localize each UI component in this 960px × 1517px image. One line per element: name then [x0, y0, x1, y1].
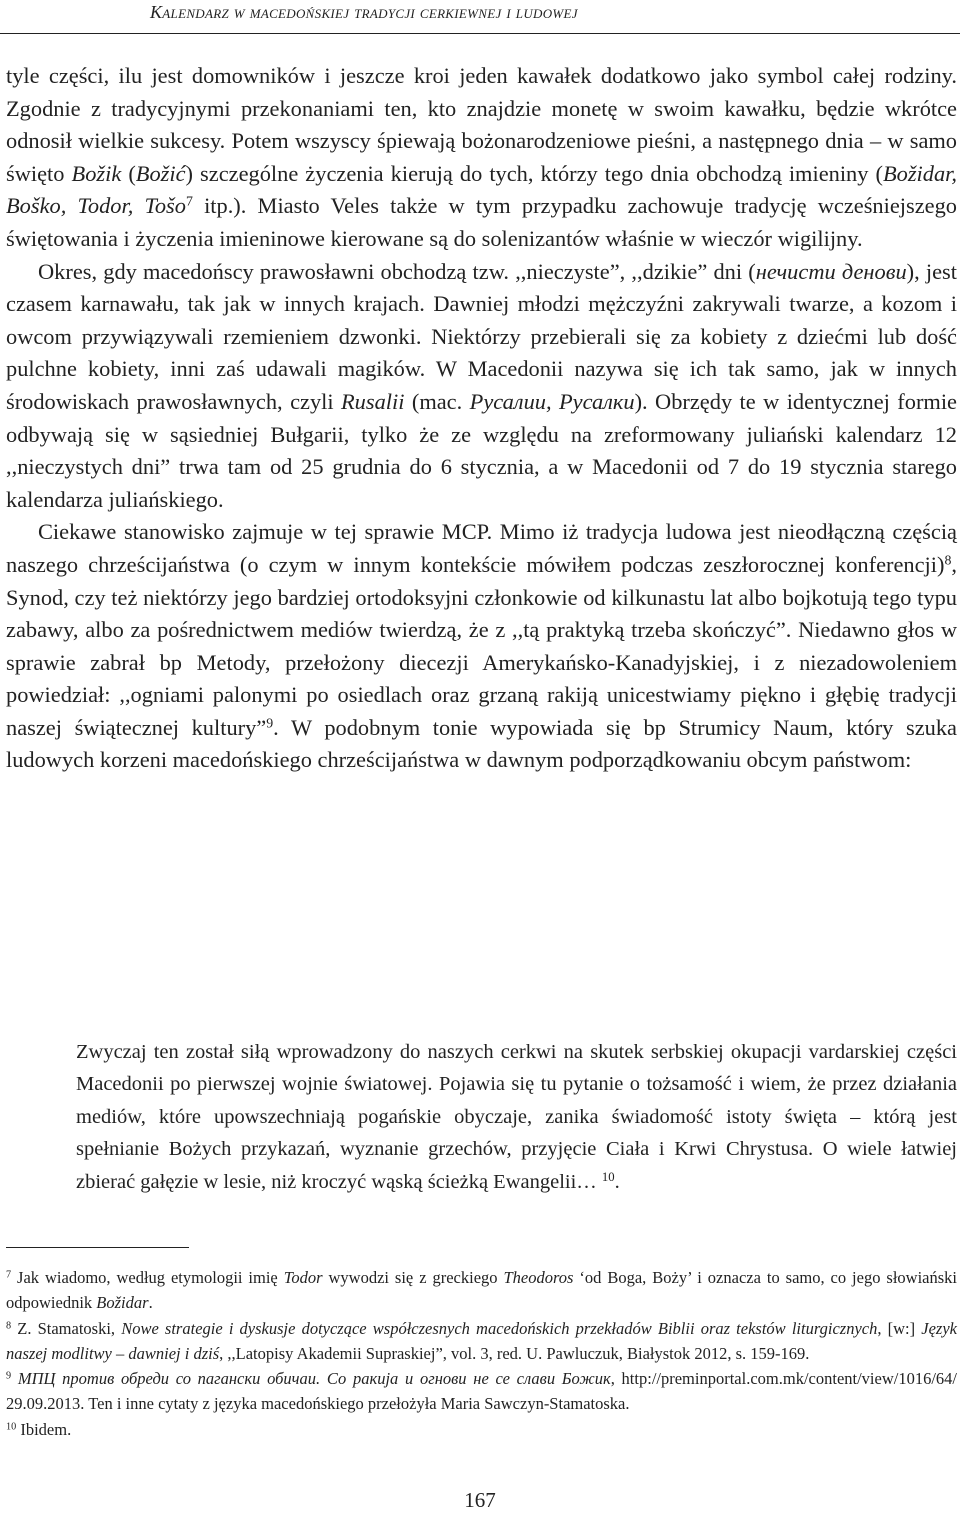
text-run: . W podobnym tonie wypowiada się bp Strumicy Naum, który szuka ludowych korzeni macedońskiego chrześcijaństwa w dawnym podporządkowaniu obcym państwom:	[6, 714, 957, 773]
text-run: Zwyczaj ten został siłą wprowadzony do naszych cerkwi na skutek serbskiej okupacji vardarskiej części Macedonii po pierwszej wojnie światowej. Pojawia się tu pytanie o tożsamość i wiem, że przez działania mediów, które upowszechniają pogańskie obyczaje, zanika świadomość istoty święta – którą jest spełnianie Bożych przykazań, wyznanie grzechów, przyjęcie Ciała i Krwi Chrystusa. O wiele łatwiej zbierać gałęzie w lesie, niż kroczyć wąską ścieżką Ewangelii…	[76, 1041, 957, 1193]
italic-text: Božik	[71, 160, 122, 186]
text-run: , ,,Latopisy Akademii Supraskiej”, vol. 3, red. U. Pawluczuk, Białystok 2012, s. 159-169.	[219, 1343, 810, 1363]
text-run: wywodzi się z greckiego	[322, 1268, 504, 1287]
text-run: ) szczególne życzenia kierują do tych, którzy tego dnia obchodzą imieniny (	[185, 160, 883, 186]
footnote-marker: 9	[6, 1370, 12, 1382]
footnote-marker: 9	[266, 716, 274, 732]
footnote-marker: 10	[6, 1421, 17, 1433]
text-run: ). Obrzędy te w identycznej formie odbywają się w sąsiedniej Bułgarii, tylko że ze względu na zreformowany juliański kalendarz 12 ,,nieczystych dni” trwa tam od 25 grudnia do 6 stycznia, a w Macedonii od 7 do 19 stycznia starego kalendarza juliańskiego.	[6, 388, 957, 512]
paragraph-3	[6, 516, 957, 777]
italic-text: Język naszej modlitwy – dawniej i dziś	[6, 1318, 957, 1363]
italic-text: Theodoros	[503, 1268, 574, 1287]
footnote-marker: 8	[6, 1319, 12, 1331]
italic-text: Božidar, Boško, Todor, Tošo	[6, 160, 957, 219]
main-text	[6, 60, 957, 777]
running-header-title: Kalendarz w macedońskiej tradycji cerkiewnej i ludowej	[150, 2, 578, 22]
footnote-7	[6, 1265, 957, 1316]
text-run: ‘od Boga, Boży’ i oznacza to samo, co jego słowiański odpowiednik	[6, 1268, 957, 1313]
footnote-9	[6, 1366, 957, 1417]
footnote-marker: 8	[944, 553, 952, 569]
text-run: .	[614, 1170, 620, 1193]
italic-text: Русалии, Русалки	[469, 388, 635, 414]
text-run: .	[148, 1293, 153, 1313]
text-run: (mac.	[404, 388, 470, 414]
italic-text: Božić	[135, 160, 186, 186]
text-run: , http://preminportal.com.mk/content/view/1016/64/ 29.09.2013. Ten i inne cytaty z języka macedońskiego przełożyła Maria Sawczyn-Stamatoska.	[6, 1369, 958, 1414]
footnote-10	[6, 1417, 957, 1442]
text-run: (	[121, 160, 136, 186]
running-header	[0, 0, 960, 34]
text-run: , Synod, czy też niektórzy jego bardziej ortodoksyjni członkowie od kilkunastu lat albo bojkotują tego typu zabawy, albo za pośrednictwem mediów twierdzą, że z ,,tą praktyką trzeba skończyć”. Niedawno głos w sprawie zabrał bp Metody, przełożony diecezji Amerykańsko-Kanadyjskiej, i z niezadowoleniem powiedział: ,,ogniami palonymi po osiedlach oraz grzaną rakiją unicestwiamy piękno i głębię tradycji naszej świątecznej kultury”	[6, 551, 957, 740]
block-quote	[76, 1036, 957, 1198]
text-run: Jak wiadomo, według etymologii imię	[11, 1268, 284, 1287]
text-run: , [w:]	[877, 1318, 922, 1338]
footnote-marker: 7	[6, 1269, 12, 1281]
footnote-marker: 10	[601, 1169, 615, 1184]
paragraph-1	[6, 60, 957, 256]
footnote-marker: 7	[185, 194, 193, 210]
text-run: Z. Stamatoski,	[11, 1318, 122, 1338]
page-number: 167	[464, 1488, 496, 1512]
text-run: Okres, gdy macedońscy prawosławni obchodzą tzw. ,,nieczyste”, ,,dzikie” dni (	[38, 258, 756, 284]
text-run	[11, 1369, 18, 1388]
header-rule	[0, 33, 960, 34]
text-run: itp.). Miasto Veles także w tym przypadku zachowuje tradycję wcześniejszego świętowania i życzenia imieninowe kierowane są do solenizantów właśnie w wieczór wigilijny.	[6, 193, 957, 251]
text-run: tyle części, ilu jest domowników i jeszcze kroi jeden kawałek dodatkowo jako symbol całej rodziny. Zgodnie z tradycyjnymi przekonaniami ten, kto znajdzie monetę w swoim kawałku, będzie wkrótce odnosił wielkie sukcesy. Potem wszyscy śpiewają bożonarodzeniowe pieśni, a następnego dnia – w samo święto	[6, 63, 957, 186]
block-quote-text	[76, 1036, 957, 1198]
italic-text: Božidar	[96, 1293, 149, 1313]
footnote-8	[6, 1316, 957, 1367]
italic-text: Rusalii	[341, 388, 405, 414]
text-run: Ibidem.	[16, 1419, 72, 1439]
text-run: ), jest czasem karnawału, tak jak w innych krajach. Dawniej młodzi mężczyźni zakrywali twarze, a kozom i owcom przywiązywali rzemieniem dzwonki. Niektórzy przebierali się za kobiety z dziećmi lub dość pulchne kobiety, inni zaś udawali magików. W Macedonii nazywa się ich tak samo, jak w innych środowiskach prawosławnych, czyli	[6, 258, 957, 414]
footnotes	[6, 1265, 957, 1442]
italic-text: МПЦ против обреди со пагански обичаи. Со ракија и огнови не се слави Божик	[17, 1369, 611, 1389]
italic-text: Todor	[283, 1268, 323, 1287]
italic-text: нечисти денови	[755, 258, 907, 284]
footnote-rule	[6, 1247, 189, 1248]
italic-text: Nowe strategie i dyskusje dotyczące współczesnych macedońskich przekładów Biblii oraz tekstów liturgicznych	[121, 1318, 878, 1338]
paragraph-2	[6, 256, 957, 517]
text-run: Ciekawe stanowisko zajmuje w tej sprawie MCP. Mimo iż tradycja ludowa jest nieodłączną częścią naszego chrześcijaństwa (o czym w innym kontekście mówiłem podczas zeszłorocznej konferencji)	[6, 519, 957, 577]
